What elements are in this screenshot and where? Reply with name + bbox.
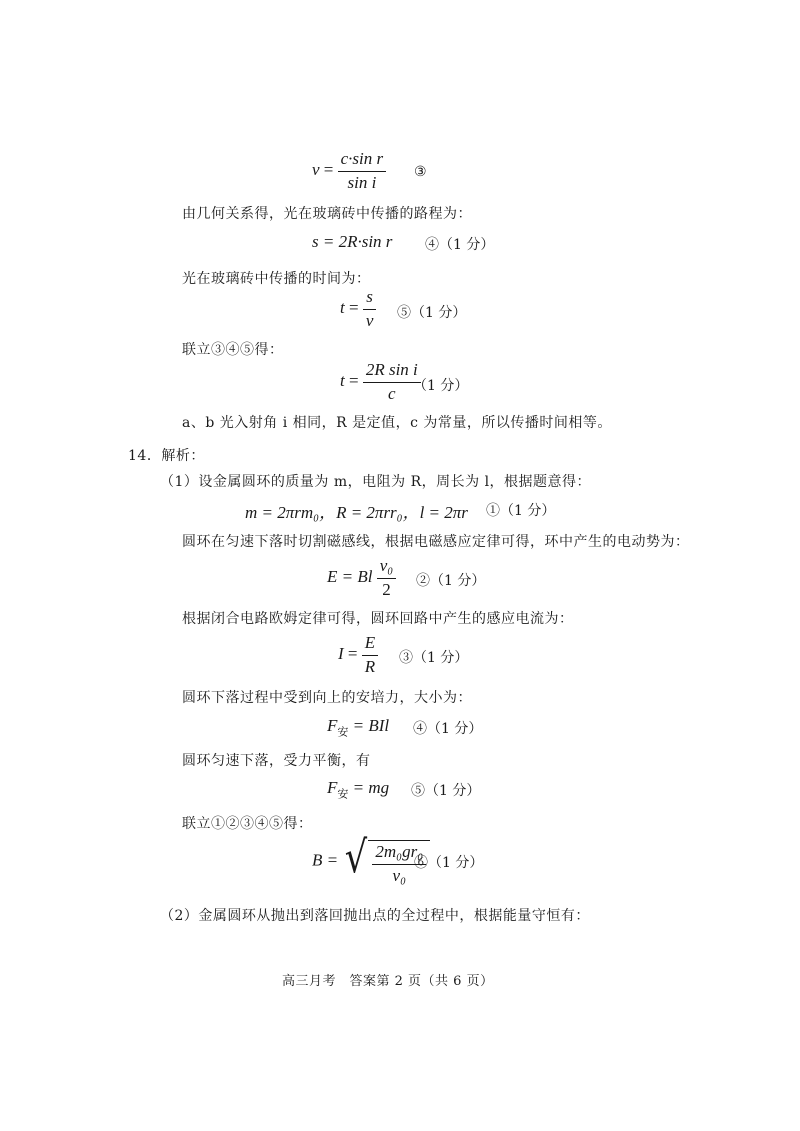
line-time: 光在玻璃砖中传播的时间为： [182,271,371,287]
eq-v-numerator: c·sin r [338,150,387,172]
question-14-label: 14．解析： [128,448,205,464]
eq-5-mark: ⑤（1 分） [411,783,481,799]
eq-t2-lhs: t [340,371,345,391]
eq-4-lhs: F [327,716,338,735]
eq-t1-numerator: s [363,288,377,310]
eq-3-numerator: E [362,634,378,656]
line-balance: 圆环匀速下落，受力平衡，有 [182,753,371,769]
eq-6-mark: ⑥（1 分） [414,855,484,871]
eq-v-mark: ③ [414,164,427,180]
eq-s-mark: ④（1 分） [425,237,495,253]
eq-6-denominator: v₀ [392,865,406,885]
equation-4 [327,716,389,739]
eq-6-lhs: B = [312,850,339,870]
part-1-intro: （1）设金属圆环的质量为 m，电阻为 R，周长为 l，根据题意得： [160,474,592,490]
eq-v-fraction [338,150,387,192]
eq-4-rhs: = BIl [352,716,390,735]
equation-s: s = 2R·sin r [312,232,393,251]
eq-1-mark: ①（1 分） [486,503,556,519]
equation-v: v = $\frac{\text{c·sin r}}{\text{sin i}}$ [312,150,386,192]
eq-t2-mark: （1 分） [413,378,469,394]
eq-3-lhs: I [338,644,344,664]
equation-3: I = $\frac{E}{R}$ [338,634,378,676]
eq-5-subscript: 安 [337,788,349,801]
equation-2 [327,557,396,599]
eq-2-lhs: E = Bl [327,567,373,587]
eq-t1-mark: ⑤（1 分） [397,305,467,321]
eq-2-numerator: v₀ [377,557,396,579]
eq-t1-lhs: t [340,298,345,318]
eq-4-mark: ④（1 分） [413,721,483,737]
line-conclusion: a、b 光入射角 i 相同，R 是定值，c 为常量，所以传播时间相等。 [182,415,612,431]
line-geometry: 由几何关系得，光在玻璃砖中传播的路程为： [182,206,472,222]
equation-5 [327,778,389,801]
eq-4-subscript: 安 [337,726,349,739]
eq-v-denominator: sin i [347,172,377,192]
eq-2-mark: ②（1 分） [416,573,486,589]
eq-t2-numerator: 2R sin i [363,361,421,383]
line-emf: 圆环在匀速下落时切割磁感线，根据电磁感应定律可得，环中产生的电动势为： [182,534,690,550]
line-current: 根据闭合电路欧姆定律可得，圆环回路中产生的感应电流为： [182,611,574,627]
line-combine-1: 联立③④⑤得： [182,342,284,358]
page-footer: 高三月考 答案第 2 页（共 6 页） [282,974,494,989]
eq-t2-denominator: c [388,383,396,403]
line-combine-2: 联立①②③④⑤得： [182,816,313,832]
part-2-intro: （2）金属圆环从抛出到落回抛出点的全过程中，根据能量守恒有： [160,908,590,924]
eq-2-denominator: 2 [382,579,391,599]
eq-3-denominator: R [364,656,376,676]
eq-5-lhs: F [327,778,338,797]
eq-5-rhs: = mg [352,778,390,797]
eq-v-lhs: v [312,160,320,180]
eq-t1-fraction [363,288,377,330]
eq-t1-denominator: v [365,310,374,330]
radical-sign: √ [345,832,368,883]
eq-3-fraction [362,634,378,676]
line-force: 圆环下落过程中受到向上的安培力，大小为： [182,690,472,706]
equation-1: m = 2πrm₀，R = 2πrr₀，l = 2πr [245,503,468,522]
equation-6 [312,832,430,885]
equation-t1: t = $\frac{s}{v}$ [340,288,376,330]
eq-2-fraction [377,557,396,599]
equation-t2: t = $\frac{\text{2R sin i}}{c}$ [340,361,421,403]
eq-6-numerator: 2m₀gr₀ [372,843,426,865]
eq-3-mark: ③（1 分） [399,650,469,666]
